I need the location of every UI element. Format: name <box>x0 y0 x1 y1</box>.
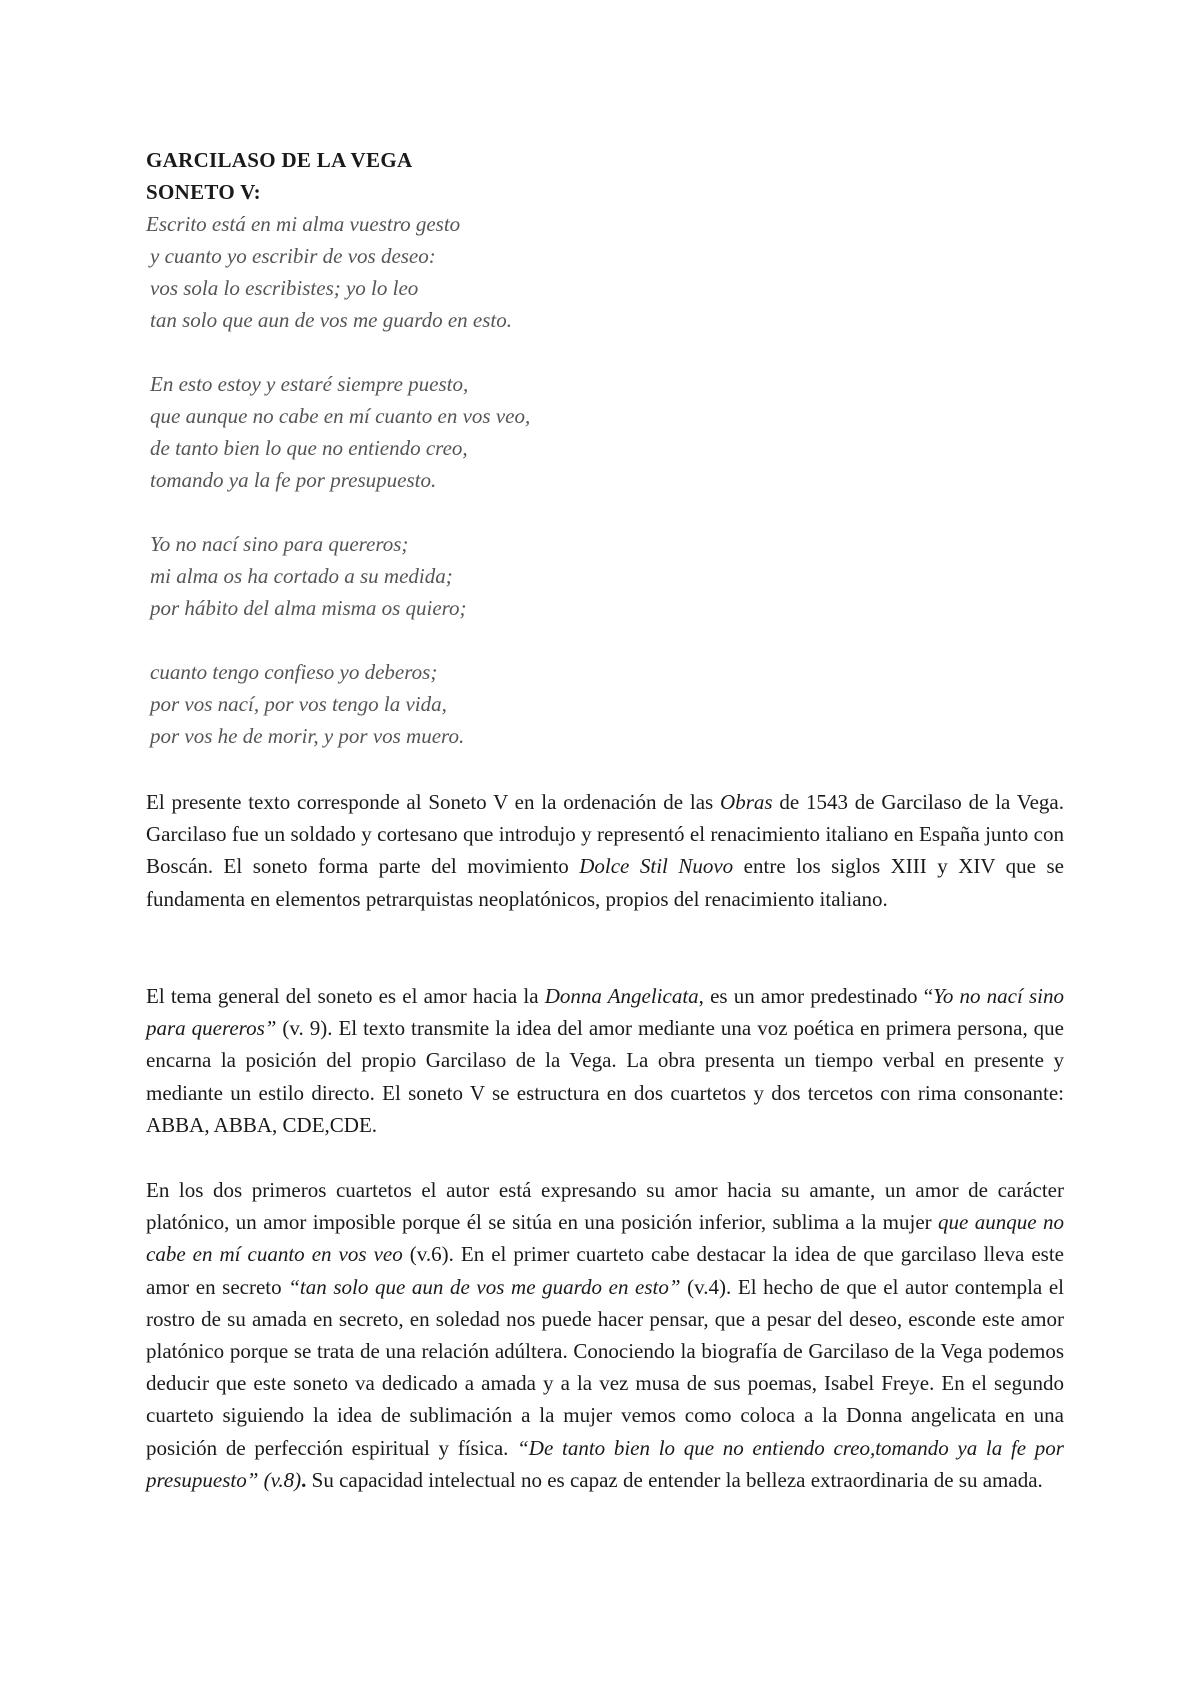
italic-run: Obras <box>720 790 773 814</box>
commentary-paragraph-3 <box>146 1174 1064 1496</box>
verse-line: En esto estoy y estaré siempre puesto, <box>150 372 469 396</box>
verse-line: por hábito del alma misma os quiero; <box>150 596 467 620</box>
text-run: (v. 9). El texto transmite la idea del amor mediante una voz poética en primera persona, que encarna la posición del propio Garcilaso de la Vega. La obra presenta un tiempo verbal en presente y mediante un estilo directo. El soneto V se estructura en dos cuartetos y dos tercetos con rima consonante: ABBA, ABBA, CDE,CDE. <box>146 1016 1064 1137</box>
verse-line: que aunque no cabe en mí cuanto en vos veo, <box>150 404 531 428</box>
text-run: (v.4). El hecho de que el autor contempla el rostro de su amada en secreto, en soledad nos puede hacer pensar, que a pesar del deseo, esconde este amor platónico porque se trata de una relación adúltera. Conociendo la biografía de Garcilaso de la Vega podemos deducir que este soneto va dedicado a amada y a la vez musa de sus poemas, Isabel Freye. En el segundo cuarteto siguiendo la idea de sublimación a la mujer vemos como coloca a la Donna angelicata en una posición de perfección espiritual y física. <box>146 1274 1064 1460</box>
verse-line: de tanto bien lo que no entiendo creo, <box>150 436 468 460</box>
text-run: En los dos primeros cuartetos el autor está expresando su amor hacia su amante, un amor de carácter platónico, un amor imposible porque él se sitúa en una posición inferior, sublima a la mujer <box>146 1178 1064 1235</box>
verse-line: Yo no nací sino para quereros; <box>150 532 409 556</box>
verse-line: vos sola lo escribistes; yo lo leo <box>150 276 419 300</box>
text-run: El presente texto corresponde al Soneto V en la ordenación de las <box>146 790 721 814</box>
verse-line: cuanto tengo confieso yo deberos; <box>150 660 438 684</box>
verse-line: mi alma os ha cortado a su medida; <box>150 564 453 588</box>
verse-line: y cuanto yo escribir de vos deseo: <box>150 244 436 268</box>
text-run: (v.6). En el primer cuarteto cabe destacar la idea de que garcilaso lleva este amor en secreto <box>146 1242 1065 1299</box>
italic-run: “De tanto bien lo que no entiendo creo,tomando ya la fe por presupuesto” (v.8) <box>146 1435 1064 1492</box>
verse-line: por vos he de morir, y por vos muero. <box>150 724 465 748</box>
commentary-paragraph-2 <box>146 980 1064 1141</box>
author-heading: GARCILASO DE LA VEGA <box>146 148 413 172</box>
italic-run: Dolce Stil Nuovo <box>579 854 734 879</box>
text-run: Su capacidad intelectual no es capaz de entender la belleza extraordinaria de su amada. <box>306 1467 1043 1492</box>
verse-line: por vos nací, por vos tengo la vida, <box>150 692 447 716</box>
bold-run: . <box>301 1467 307 1492</box>
text-run: El tema general del soneto es el amor hacia la <box>146 984 545 1008</box>
italic-run: “tan solo que aun de vos me guardo en esto” <box>288 1274 681 1299</box>
commentary-paragraph-1 <box>146 786 1064 915</box>
verse-line: tomando ya la fe por presupuesto. <box>150 468 437 492</box>
italic-run: que aunque no cabe en mí cuanto en vos veo <box>146 1210 1064 1267</box>
text-run: , es un amor predestinado “ <box>698 984 934 1008</box>
poem-title: SONETO V: <box>146 180 261 204</box>
italic-run: Yo no nací sino para quereros” <box>146 984 1064 1041</box>
text-run: de 1543 de Garcilaso de la Vega. Garcilaso fue un soldado y cortesano que introdujo y representó el renacimiento italiano en España junto con Boscán. El soneto forma parte del movimiento <box>146 790 1065 879</box>
italic-run: Donna Angelicata <box>544 984 699 1008</box>
verse-line: Escrito está en mi alma vuestro gesto <box>146 212 461 236</box>
verse-line: tan solo que aun de vos me guardo en esto. <box>150 308 513 332</box>
text-run: entre los siglos XIII y XIV que se fundamenta en elementos petrarquistas neoplatónicos, propios del renacimiento italiano. <box>146 854 1064 911</box>
